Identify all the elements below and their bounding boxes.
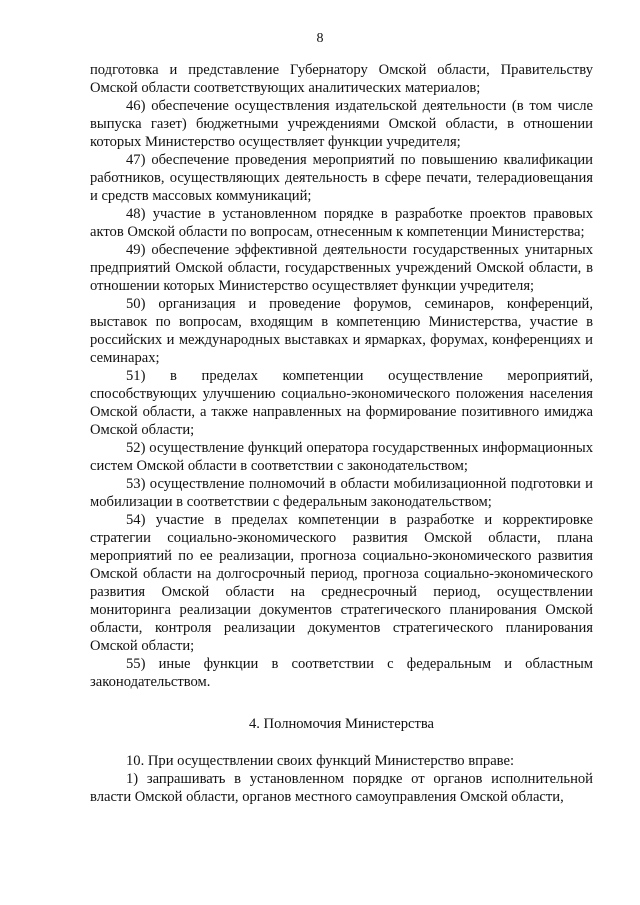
- paragraph-item-47: 47) обеспечение проведения мероприятий по повышению квалификации работников, осуществляющих деятельность в сфере печати, телерадиовещания и средств массовых коммуникаций;: [90, 152, 593, 204]
- paragraph-subitem-1: 1) запрашивать в установленном порядке от органов исполнительной власти Омской области, органов местного самоуправления Омской области,: [90, 771, 593, 805]
- paragraph-item-46: 46) обеспечение осуществления издательской деятельности (в том числе выпуска газет) бюджетными учреждениями Омской области, в отношении которых Министерство осуществляет функции учредителя;: [90, 98, 593, 150]
- paragraph-item-49: 49) обеспечение эффективной деятельности государственных унитарных предприятий Омской области, государственных учреждений Омской области, в отношении которых Министерство осуществляет функции учредителя;: [90, 242, 593, 294]
- paragraph-item-53: 53) осуществление полномочий в области мобилизационной подготовки и мобилизации в соответствии с федеральным законодательством;: [90, 476, 593, 510]
- paragraph-item-10: 10. При осуществлении своих функций Министерство вправе:: [126, 753, 515, 769]
- paragraph-continuation: подготовка и представление Губернатору Омской области, Правительству Омской области соответствующих аналитических материалов;: [90, 62, 593, 96]
- paragraph-item-55: 55) иные функции в соответствии с федеральным и областным законодательством.: [90, 656, 593, 690]
- page-number: 8: [316, 31, 324, 46]
- paragraph-item-52: 52) осуществление функций оператора государственных информационных систем Омской области в соответствии с законодательством;: [90, 440, 593, 474]
- paragraph-item-48: 48) участие в установленном порядке в разработке проектов правовых актов Омской области по вопросам, отнесенным к компетенции Министерства;: [90, 206, 593, 240]
- section-heading: 4. Полномочия Министерства: [248, 716, 435, 732]
- paragraph-item-50: 50) организация и проведение форумов, семинаров, конференций, выставок по вопросам, входящим в компетенцию Министерства, участие в российских и международных выставках и ярмарках, форумах, конференциях и семинарах;: [90, 296, 593, 366]
- document-body: [90, 61, 593, 806]
- paragraph-item-54: 54) участие в пределах компетенции в разработке и корректировке стратегии социально-экономического развития Омской области, плана мероприятий по ее реализации, прогноза социально-экономического развития Омской области на долгосрочный период, прогноза социально-экономического развития Омской области на среднесрочный период, осуществлении мониторинга реализации документов стратегического планирования Омской области, контроля реализации документов стратегического планирования Омской области;: [90, 512, 593, 654]
- paragraph-item-51: 51) в пределах компетенции осуществление мероприятий, способствующих улучшению социально-экономического положения населения Омской области, а также направленных на формирование позитивного имиджа Омской области;: [90, 368, 593, 438]
